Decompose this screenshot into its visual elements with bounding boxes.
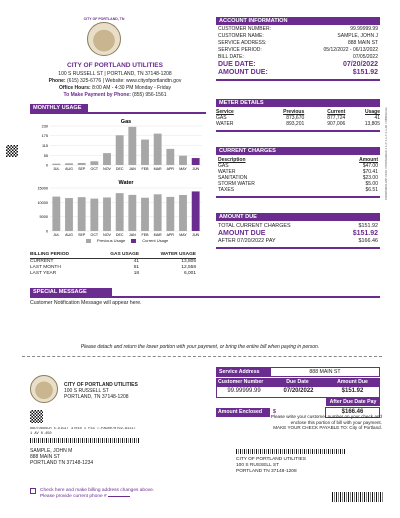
payment-instructions: Please write your customer number on your check and enclose this portion of bill with your payment. MAKE YOUR CHECK PAYABLE TO: City of Portland. <box>270 414 382 431</box>
water-x-tick-label: JUN <box>192 233 200 237</box>
water-x-tick-label: SEP <box>78 233 86 237</box>
account-row: SERVICE ADDRESS: 888 MAIN ST <box>218 40 378 46</box>
usage-table <box>30 252 196 277</box>
water-bar-dec <box>116 193 124 231</box>
phone-line: (615) 325-6776 | Website: www.cityofportlandtn.gov <box>67 77 182 84</box>
remit-barcode <box>236 449 346 454</box>
gas-x-tick-label: MAY <box>179 167 187 171</box>
address-change-text: Check here and make billing address changes above. Please provide current phone # <box>40 488 155 499</box>
meter-header-row: Service Previous Current Usage <box>216 109 380 115</box>
gas-bar-aug <box>65 163 73 165</box>
water-usage-chart <box>30 177 206 242</box>
utility-logo <box>83 17 125 60</box>
gas-x-tick-label: OCT <box>90 167 99 171</box>
utility-address: 100 S RUSSELL ST | PORTLAND, TN 37148-1208 <box>58 70 172 77</box>
charge-row: SANITATION $23.00 <box>218 175 378 181</box>
amount-due-section <box>216 213 380 249</box>
gas-x-tick-label: FEB <box>141 167 149 171</box>
gas-bar-jan <box>128 127 136 165</box>
meter-row: GAS 873,670 877,724 41 <box>216 115 380 121</box>
account-information <box>216 17 380 81</box>
usage-row: CURRENT 41 13,805 <box>30 259 196 264</box>
legend-cur-label: Current Usage <box>142 238 169 243</box>
gas-x-tick-label: JAN <box>128 167 136 171</box>
amount-enclosed-input[interactable]: $ <box>273 409 276 416</box>
legend-prev-label: Previous Usage <box>97 238 126 243</box>
amount-due-row: AMOUNT DUE: $151.92 <box>218 69 378 76</box>
scan-line: #AUTO##SCH 5-DIGIT 37010 1 P33 T-PAG0070702-A1117 1 AV 0.450 <box>30 427 136 436</box>
meter-row: WATER 893,201 907,006 13,805 <box>216 121 380 127</box>
stub-header-row: Customer Number Due Date Amount Due <box>216 378 380 386</box>
water-x-tick-label: AUG <box>65 233 73 237</box>
account-row: BILL DATE: 07/05/2022 <box>218 54 378 60</box>
gas-x-tick-label: MAR <box>153 167 162 171</box>
chart-legend <box>86 239 168 244</box>
special-message-title: SPECIAL MESSAGE <box>30 288 112 296</box>
gas-y-tick-label: 175 <box>41 133 48 138</box>
pay-phone: (855) 956-1561 <box>132 91 167 98</box>
water-x-tick-label: JUL <box>53 233 60 237</box>
water-x-tick-label: DEC <box>115 233 124 237</box>
postal-barcode <box>30 438 140 443</box>
meter-table <box>216 109 380 127</box>
usage-table-header: BILLING PERIOD GAS USAGE WATER USAGE <box>30 252 196 257</box>
water-y-tick-label: 5000 <box>39 215 48 220</box>
gas-x-tick-label: AUG <box>65 167 73 171</box>
gas-x-tick-label: DEC <box>115 167 124 171</box>
gas-y-tick-label: 115 <box>41 144 48 148</box>
stub-values-row: 99.99999.99 07/20/2022 $151.92 <box>216 386 380 397</box>
water-x-tick-label: JAN <box>128 233 136 237</box>
water-bar-aug <box>65 198 73 231</box>
water-bar-nov <box>103 197 111 231</box>
special-message-text: Customer Notification Message will appear here. <box>30 299 142 306</box>
water-chart-title: Water <box>118 180 134 186</box>
water-x-tick-label: NOV <box>103 233 111 237</box>
water-bar-jun <box>192 191 200 231</box>
logo-text: CITY OF PORTLAND, TN <box>83 17 125 21</box>
stub-logo <box>30 375 60 405</box>
gas-x-tick-label: SEP <box>78 167 86 171</box>
remit-name: CITY OF PORTLAND UTILITIES <box>236 457 306 462</box>
amount-enclosed-row: Amount Enclosed $ $166.46 <box>216 407 380 418</box>
gas-bar-apr <box>166 149 174 165</box>
water-y-tick-label: 10000 <box>37 200 48 205</box>
water-x-tick-label: MAY <box>179 233 187 237</box>
address-change-checkbox[interactable] <box>30 488 36 494</box>
gas-x-tick-label: NOV <box>103 167 111 171</box>
perforation-line <box>22 356 382 357</box>
meter-details-title: METER DETAILS <box>216 99 380 107</box>
after-due-row: After Due Date Pay <box>216 398 380 406</box>
customer-address-line1: 888 MAIN ST <box>30 454 61 460</box>
gas-x-tick-label: JUN <box>192 167 200 171</box>
gas-bar-dec <box>116 135 124 165</box>
remit-address <box>236 457 306 474</box>
water-bar-mar <box>154 194 162 231</box>
total-current-row: TOTAL CURRENT CHARGES $151.92 <box>218 223 378 229</box>
current-charges-title: CURRENT CHARGES <box>216 147 380 155</box>
legend-cur-swatch <box>131 239 136 243</box>
water-bar-jul <box>52 197 60 231</box>
gas-bar-may <box>179 156 187 165</box>
bottom-barcode <box>332 492 384 502</box>
gas-bar-mar <box>154 134 162 165</box>
qr-code <box>6 145 18 157</box>
water-x-tick-label: OCT <box>90 233 99 237</box>
stub-payment-box <box>216 367 380 418</box>
monthly-usage-title: MONTHLY USAGE <box>30 104 88 112</box>
water-y-tick-label: 0 <box>45 229 48 234</box>
water-x-tick-label: MAR <box>153 233 162 237</box>
detach-instructions: Please detach and return the lower portion with your payment, or bring the entire bill when paying in person. <box>80 344 320 350</box>
water-bar-apr <box>166 197 174 231</box>
account-row: SERVICE PERIOD: 05/12/2022 - 06/13/2022 <box>218 47 378 53</box>
customer-address-line2: PORTLAND TN 37148-1234 <box>30 460 94 466</box>
stub-address-line1: 100 S RUSSELL ST <box>64 388 109 394</box>
water-bar-may <box>179 195 187 231</box>
usage-row: LAST MONTH 51 12,558 <box>30 265 196 270</box>
gas-y-tick-label: 230 <box>41 124 48 129</box>
special-message <box>30 288 380 306</box>
water-y-tick-label: 15000 <box>37 186 48 191</box>
meter-details <box>216 99 380 132</box>
gas-bar-jun <box>192 158 200 165</box>
stub-qr-code <box>30 410 43 423</box>
gas-bar-oct <box>90 161 98 165</box>
utility-name: CITY OF PORTLAND UTILITIES <box>67 62 163 69</box>
customer-mailing-address <box>30 448 93 466</box>
service-address-row: Service Address 888 MAIN ST <box>216 367 380 377</box>
gas-x-tick-label: APR <box>166 167 175 171</box>
gas-bar-nov <box>103 153 111 165</box>
water-bar-jan <box>128 195 136 231</box>
remit-address-line1: 100 S RUSSELL ST <box>236 462 280 468</box>
monthly-usage <box>30 104 206 114</box>
water-x-tick-label: FEB <box>141 233 149 237</box>
gas-bar-sep <box>78 163 86 165</box>
gas-usage-chart <box>30 116 206 176</box>
usage-row: LAST YEAR 18 6,001 <box>30 271 196 276</box>
after-due-row: AFTER 07/20/2022 PAY $166.46 <box>218 238 378 244</box>
water-bar-feb <box>141 198 149 231</box>
hours-label: Office Hours: <box>59 84 91 91</box>
water-x-tick-label: APR <box>166 233 175 237</box>
stub-utility-address <box>64 382 138 400</box>
remit-address-line2: PORTLAND TN 37148-1208 <box>236 468 297 474</box>
hours-text: 8:00 AM - 4:30 PM Monday - Friday <box>92 84 171 91</box>
water-bar-sep <box>78 197 86 231</box>
due-date-row: DUE DATE: 07/20/2022 <box>218 61 378 68</box>
charge-row: GAS $47.00 <box>218 163 378 169</box>
gas-bar-feb <box>141 140 149 165</box>
stub-address-line2: PORTLAND, TN 37148-1208 <box>64 394 129 400</box>
amount-due-title: AMOUNT DUE <box>216 213 380 221</box>
gas-bar-jul <box>52 164 60 165</box>
pay-phone-label: To Make Payment by Phone: <box>63 91 131 98</box>
gas-y-tick-label: 0 <box>45 163 48 168</box>
charges-header: Description Amount <box>218 157 378 163</box>
water-bar-oct <box>90 199 98 231</box>
charge-row: TAXES $6.51 <box>218 187 378 193</box>
amount-due-row: AMOUNT DUE $151.92 <box>218 230 378 237</box>
charge-row: STORM WATER $5.00 <box>218 181 378 187</box>
gas-y-tick-label: 55 <box>43 154 48 159</box>
account-info-title: ACCOUNT INFORMATION <box>216 17 380 25</box>
charge-row: WATER $70.41 <box>218 169 378 175</box>
account-row: CUSTOMER NAME: SAMPLE, JOHN J <box>218 33 378 39</box>
account-row: CUSTOMER NUMBER: 99.99999.99 <box>218 26 378 32</box>
side-print-code: PW4050001-MP-V100 / PRPAG0010-1 1-P 1-1-7-1-1-00 / NBRmmmc <box>384 107 388 200</box>
phone-label: Phone: <box>48 77 66 84</box>
gas-chart-title: Gas <box>120 119 132 125</box>
utility-header <box>20 62 210 98</box>
gas-x-tick-label: JUL <box>53 167 60 171</box>
current-charges <box>216 147 380 198</box>
stub-utility-name: CITY OF PORTLAND UTILITIES <box>64 382 138 388</box>
customer-name: SAMPLE, JOHN M <box>30 448 73 454</box>
legend-prev-swatch <box>86 239 91 243</box>
